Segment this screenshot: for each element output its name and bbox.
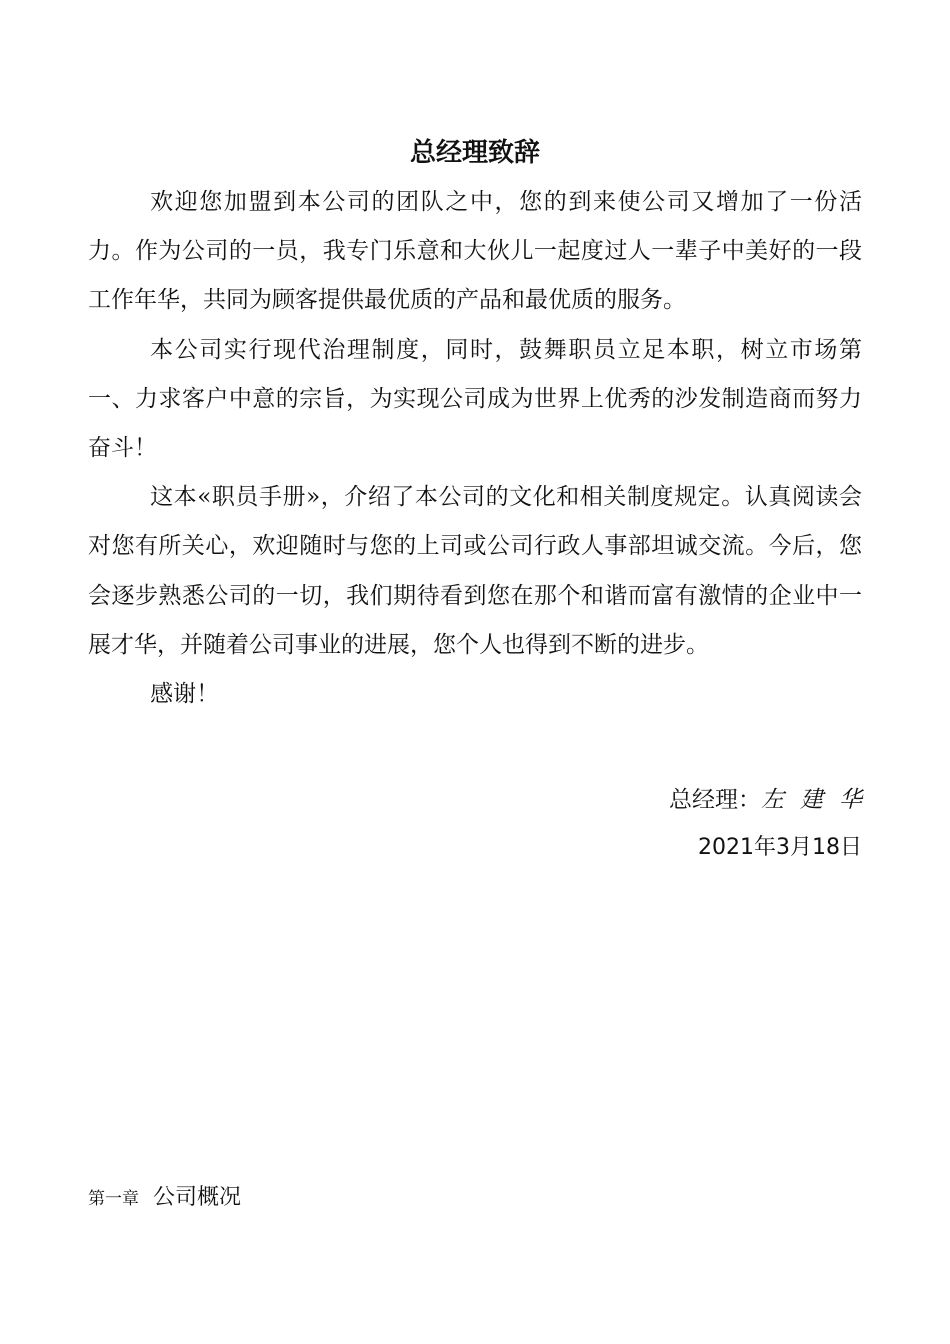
page-footer [88, 1180, 241, 1217]
paragraph-handbook: 这本«职员手册»，介绍了本公司的文化和相关制度规定。认真阅读会对您有所关心，欢迎随时与您的上司或公司行政人事部坦诚交流。今后，您会逐步熟悉公司的一切，我们期待看到您在那个和谐而富有激情的企业中一展才华，并随着公司事业的进展，您个人也得到不断的进步。 [88, 484, 862, 658]
paragraph-welcome: 欢迎您加盟到本公司的团队之中，您的到来使公司又增加了一份活力。作为公司的一员，我专门乐意和大伙儿一起度过人一辈子中美好的一段工作年华，共同为顾客提供最优质的产品和最优质的服务。 [88, 189, 862, 314]
speech-body [88, 178, 862, 719]
footer-chapter-title: 公司概况 [153, 1185, 242, 1210]
signature-date: 2021年3月18日 [698, 835, 862, 860]
paragraph-thanks: 感谢！ [150, 681, 220, 708]
signer-role: 总经理： [669, 787, 761, 813]
signature-line [669, 782, 878, 818]
paragraph-management: 本公司实行现代治理制度，同时，鼓舞职员立足本职，树立市场第一、力求客户中意的宗旨，为实现公司成为世界上优秀的沙发制造商而努力奋斗！ [88, 336, 862, 462]
page-title: 总经理致辞 [409, 138, 540, 168]
signer-name: 左建华 [761, 787, 878, 813]
footer-chapter: 第一章 [88, 1189, 139, 1209]
